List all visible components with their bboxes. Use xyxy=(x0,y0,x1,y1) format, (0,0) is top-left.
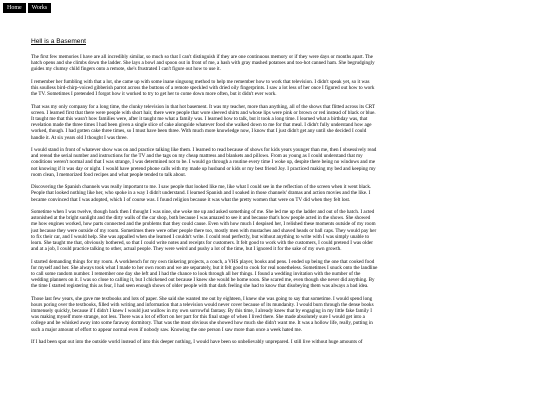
paragraph-line: to fix their car, and I would help. She was appalled when she learned I couldn't write. I could read perfectly, but without anything to write with I was simply unable to xyxy=(31,233,370,240)
paragraph-line: college and be whisked away into some faraway dormitory. That was the most obvious she showed how much she didn't want me. It was a hollow life, really, putting in xyxy=(31,320,373,327)
paragraph-line: and at a job, I could practice talking to other, actual people. They were weird and pushy a lot of the time, but I ignored it for the sake of my own growth. xyxy=(31,246,342,253)
paragraph-line: the time I started registering this as fear, I had seen enough shows of older people with that dark feeling she had to know that disobeying them was always a bad idea. xyxy=(31,283,369,290)
paragraph-line: to call some random number. I remember one day she left and I had the chance to look through all her things. I found a wedding invitation with the number of the xyxy=(31,270,361,277)
paragraph-line: It taught me that this wasn't how families were, after it taught me what a family was. I learned how to talk, but it took a long time. I learned what a birthday was, that xyxy=(31,116,368,123)
paragraph-line: just because they were outside of my room. Sometimes there were other people there too, mostly men with mustaches and shaved heads or ball caps. They would pay her xyxy=(31,227,377,234)
paragraph-line: not knowing if it was day or night. I would have pretend phone calls with my made up husband or kids or my best friend Joy. I practiced making my bed and keeping my xyxy=(31,165,376,172)
page-title: Hell is a Basement xyxy=(31,38,86,45)
paragraph-line: was making myself more strange, not less. There was a lot of effort on her part for this final stage of when I lived there. She made absolutely sure I would get into a xyxy=(31,314,365,321)
paragraph-line: this soulless bird-chirp-voiced gibberish parrot across the buttons of a remote speckled with dried oily fingerprints. I saw a lot less of her once I figured out how to work xyxy=(31,85,375,92)
paragraph-line: the TV. Sometimes I pretended I forgot how it worked to try to get her to come down more often, but it didn't ever work. xyxy=(31,91,277,98)
paragraph-line: and reread the serial number and instructions for the TV and the tags on my cheap mattress and blankets and pillows. From as young as I could understand that my xyxy=(31,153,363,160)
paragraph-line: Discovering the Spanish channels was really important to me. I saw people that looked like me, like what I could see in the reflection of the screen when it went black. xyxy=(31,184,372,191)
paragraph-line: If I had been spat out into the outside world instead of into this deeper nothing, I would have been so unbelievably unprepared. I still live without huge amounts of xyxy=(31,339,363,346)
paragraph-line: immensely quickly, because if I didn't I knew I would just wallow in my own sorrowful fantasy. By this time, I already knew that by engaging in my little fake family I xyxy=(31,308,372,315)
paragraph-line: I would stand in front of whatever show was on and practice talking like them. I learned to read because of shows for kids years younger than me, then I obsessively read xyxy=(31,147,377,154)
paragraph-line: screen. I learned first that there were people with short hair, there were people that wore sleeved shirts and whose lips were pink or brown or red instead of black or blue. xyxy=(31,109,376,116)
paragraph-line: guides my clumsy child fingers onto a remote, she's frustrated I can't figure out how to use it. xyxy=(31,66,221,73)
paragraph-line: handle it. At six years old I thought I was three. xyxy=(31,134,128,141)
story-paragraph xyxy=(31,79,540,97)
paragraph-line: revelation made the three times I had been given a single slice of cake alongside whatever food she walked down to me for that meal. I didn't fully understand how age xyxy=(31,122,372,129)
paragraph-line: became convinced that I was adopted, which I of course was. I found religion because it was what the pretty women that were on TV did when they felt lost. xyxy=(31,196,351,203)
story-paragraph xyxy=(31,54,540,72)
paragraph-line: That was my only company for a long time, the clunky television in that hot basement. It was my teacher, more than anything, all of the shows that flitted across its CRT xyxy=(31,103,375,110)
story-paragraph xyxy=(31,104,540,141)
paragraph-line: hours poring over the textbooks, filled with writing and information that a television would never cover because of its mundanity. I would burn through the dense books xyxy=(31,301,374,308)
story-paragraph xyxy=(31,209,540,252)
story-paragraph xyxy=(31,296,540,333)
story-paragraph xyxy=(31,147,540,178)
paragraph-line: room clean, I memorized food recipes and what people tended to talk about. xyxy=(31,171,187,178)
paragraph-line: I remember her fumbling with that a lot, she came up with some inane singsong method to help me remember how to work that television. I didn't speak yet, so it was xyxy=(31,78,370,85)
story-body xyxy=(31,54,540,352)
top-nav xyxy=(3,3,51,13)
paragraph-line: such a major amount of effort to appear normal even if nobody saw. Knowing the one person I saw more than once a week hated me. xyxy=(31,326,303,333)
paragraph-line: conditions weren't normal and that I was strange, I was determined not to be. I would go through a routine every time I woke up, despite there being no windows and me xyxy=(31,159,376,166)
paragraph-line: I started demanding things for my room. A workbench for my own tinkering projects, a couch, a VHS player, books and pens. I ended up being the one that cooked food xyxy=(31,258,375,265)
paragraph-line: worked, though. I had gotten cake three times, so I must have been three. With much more knowledge now, I know that I just didn't get any until she decided I could xyxy=(31,128,367,135)
story-paragraph xyxy=(31,259,540,290)
paragraph-line: hatch opens and she climbs down the ladder. She lays a bowl and spoon out in front of me, a hash with gray mashed potatoes and too-hot canned ham. She begrudgingly xyxy=(31,60,375,67)
paragraph-line: me how engines worked, how parts connected and the problems that they could cause. Even with how much I despised her, I relished these moments outside of my room xyxy=(31,221,376,228)
paragraph-line: wedding planners on it. I was so close to calling it, but I chickened out because I knew she would be home soon. She scared me, even though she never did anything. By xyxy=(31,277,375,284)
paragraph-line: Those last few years, she gave me textbooks and lots of paper. She said she wanted me out by eighteen, I knew she was going to say that sometime. I would spend long xyxy=(31,295,373,302)
story-paragraph xyxy=(31,339,540,345)
nav-home-button[interactable]: Home xyxy=(3,3,26,13)
paragraph-line: for myself and her. She always took what I made to her own room and we ate separately, but it felt good to cook for real nonetheless. Sometimes I snuck onto the landline xyxy=(31,264,378,271)
paragraph-line: Sometime when I was twelve, though back then I thought I was nine, she woke me up and asked something of me. She led me up the ladder and out of the hatch. I acted xyxy=(31,209,375,216)
paragraph-line: astonished at the bright sunlight and the dirty walls of the car shop, both because I was amazed to see it and because that's how people acted in the shows. She showed xyxy=(31,215,371,222)
paragraph-line: People that looked nothing like her, who spoke in a way I didn't understand. I learned Spanish and I soaked in those channels' dramas and action movies and the like. I xyxy=(31,190,371,197)
paragraph-line: learn. She taught me that, obviously bothered, so that I could write notes and receipts for customers. It felt good to work with the customers, I could pretend I was older xyxy=(31,239,373,246)
story-paragraph xyxy=(31,184,540,202)
paragraph-line: The first few memories I have are all incredibly similar, so much so that I can't distinguish if they are one continuous memory or if they were days or months apart. The xyxy=(31,54,373,60)
nav-works-button[interactable]: Works xyxy=(28,3,52,13)
